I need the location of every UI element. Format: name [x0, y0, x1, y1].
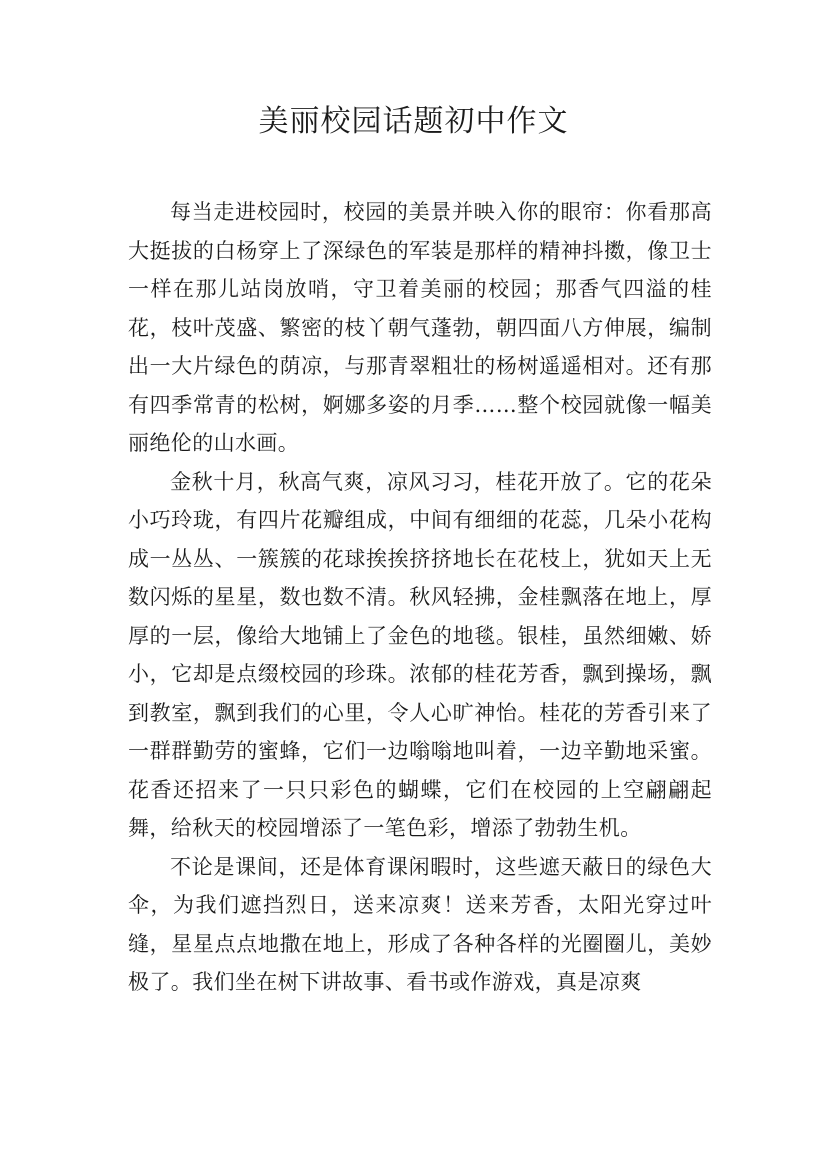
document-title: 美丽校园话题初中作文	[258, 104, 569, 139]
document-body	[128, 193, 712, 1002]
paragraph: 每当走进校园时，校园的美景并映入你的眼帘：你看那高大挺拔的白杨穿上了深绿色的军装是那样的精神抖擞，像卫士一样在那儿站岗放哨，守卫着美丽的校园；那香气四溢的桂花，枝叶茂盛、繁密的枝丫朝气蓬勃，朝四面八方伸展，编制出一大片绿色的荫凉，与那青翠粗壮的杨树遥遥相对。还有那有四季常青的松树，婀娜多姿的月季……整个校园就像一幅美丽绝伦的山水画。	[128, 200, 712, 455]
paragraph: 不论是课间，还是体育课闲暇时，这些遮天蔽日的绿色大伞，为我们遮挡烈日，送来凉爽！送来芳香，太阳光穿过叶缝，星星点点地撒在地上，形成了各种各样的光圈圈儿，美妙极了。我们坐在树下讲故事、看书或作游戏，真是凉爽	[128, 854, 712, 994]
paragraph: 金秋十月，秋高气爽，凉风习习，桂花开放了。它的花朵小巧玲珑，有四片花瓣组成，中间有细细的花蕊，几朵小花构成一丛丛、一簇簇的花球挨挨挤挤地长在花枝上，犹如天上无数闪烁的星星，数也数不清。秋风轻拂，金桂飘落在地上，厚厚的一层，像给大地铺上了金色的地毯。银桂，虽然细嫩、娇小，它却是点缀校园的珍珠。浓郁的桂花芳香，飘到操场，飘到教室，飘到我们的心里，令人心旷神怡。桂花的芳香引来了一群群勤劳的蜜蜂，它们一边嗡嗡地叫着，一边辛勤地采蜜。花香还招来了一只只彩色的蝴蝶，它们在校园的上空翩翩起舞，给秋天的校园增添了一笔色彩，增添了勃勃生机。	[128, 469, 712, 840]
